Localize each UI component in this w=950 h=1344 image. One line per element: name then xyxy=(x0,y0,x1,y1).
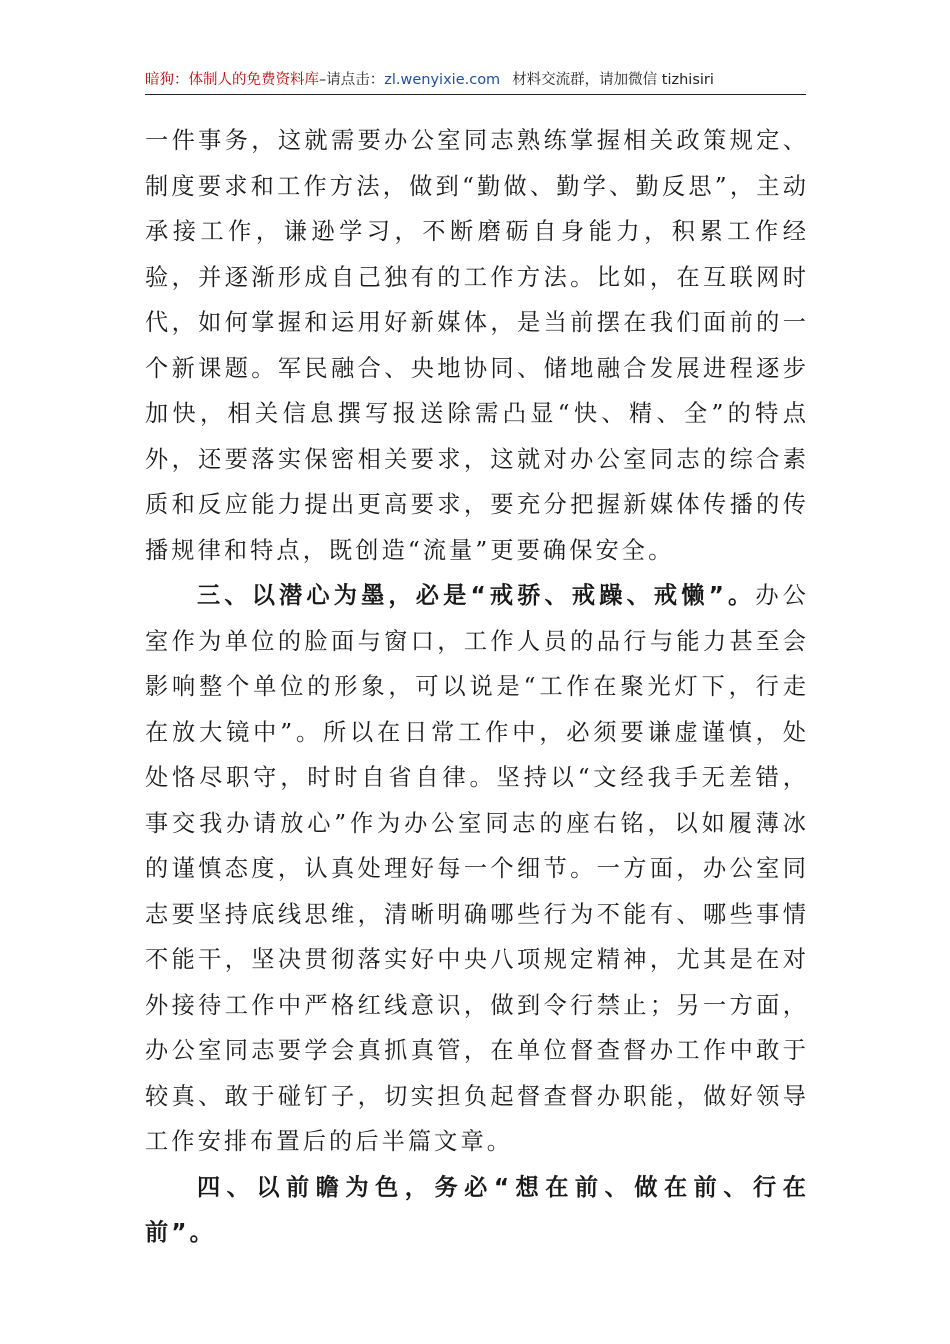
paragraph-text: 办公室作为单位的脸面与窗口，工作人员的品行与能力甚至会影响整个单位的形象，可以说是“工作在聚光灯下，行走在放大镜中”。所以在日常工作中，必须要谦虚谨慎，处处恪尽职守，时时自省自律。坚持以“文经我手无差错，事交我办请放心”作为办公室同志的座右铭，以如履薄冰的谨慎态度，认真处理好每一个细节。一方面，办公室同志要坚持底线思维，清晰明确哪些行为不能有、哪些事情不能干，坚决贯彻落实好中央八项规定精神，尤其是在对外接待工作中严格红线意识，做到令行禁止；另一方面，办公室同志要学会真抓真管，在单位督查督办工作中敢于较真、敢于碰钉子，切实担负起督查督办职能，做好领导工作安排布置后的后半篇文章。 xyxy=(145,582,810,1155)
page-header xyxy=(145,66,806,95)
document-body xyxy=(145,118,809,1256)
paragraph-text: 一件事务，这就需要办公室同志熟练掌握相关政策规定、制度要求和工作方法，做到“勤做、勤学、勤反思”，主动承接工作，谦逊学习，不断磨砺自身能力，积累工作经验，并逐渐形成自己独有的工作方法。比如，在互联网时代，如何掌握和运用好新媒体，是当前摆在我们面前的一个新课题。军民融合、央地协同、储地融合发展进程逐步加快，相关信息撰写报送除需凸显“快、精、全”的特点外，还要落实保密相关要求，这就对办公室同志的综合素质和反应能力提出更高要求，要充分把握新媒体传播的传播规律和特点，既创造“流量”更要确保安全。 xyxy=(145,127,809,564)
header-separator: –请点击： xyxy=(319,72,385,88)
paragraph-continuation xyxy=(145,118,809,573)
header-link[interactable]: zl.wenyixie.com xyxy=(384,72,501,88)
header-contact: 材料交流群，请加微信 tizhisiri xyxy=(512,72,714,88)
header-brand: 暗狗：体制人的免费资料库 xyxy=(145,72,319,88)
section-heading: 四、以前瞻为色，务必“想在前、做在前、行在前”。 xyxy=(145,1173,809,1246)
section-heading: 三、以潜心为墨，必是“戒骄、戒躁、戒懒”。 xyxy=(197,582,756,609)
paragraph-section-3 xyxy=(145,573,809,1165)
paragraph-section-4 xyxy=(145,1165,809,1256)
